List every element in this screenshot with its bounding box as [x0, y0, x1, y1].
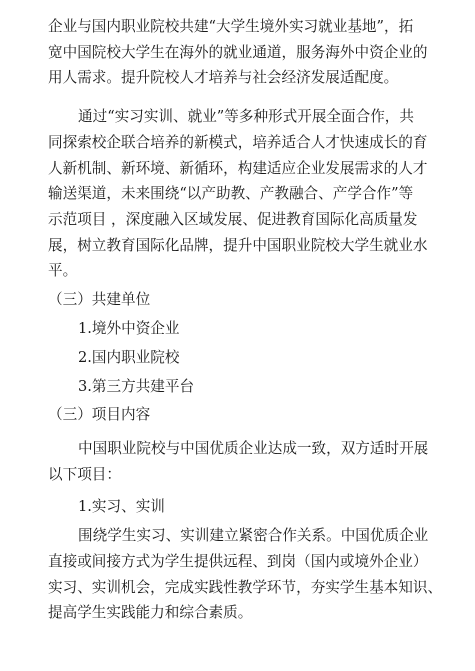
- paragraph-line: 通过“实习实训、就业”等多种形式开展全面合作，共: [78, 108, 414, 126]
- paragraph-line: 直接或间接方式为学生提供远程、到岗（国内或境外企业）: [48, 552, 428, 570]
- paragraph-line: 中国职业院校与中国优质企业达成一致，双方适时开展: [78, 440, 429, 458]
- section-heading-project: （三）项目内容: [48, 406, 151, 424]
- paragraph-line: 展，树立教育国际化品牌，提升中国职业院校大学生就业水: [48, 236, 428, 254]
- paragraph-line: 企业与国内职业院校共建“大学生境外实习就业基地”，拓: [48, 18, 414, 35]
- section-heading-units: （三）共建单位: [48, 291, 151, 309]
- unit-item: 3.第三方共建平台: [78, 378, 195, 396]
- paragraph-line: 人新机制、新环境、新循环，构建适应企业发展需求的人才: [48, 159, 428, 177]
- unit-item: 2.国内职业院校: [78, 349, 180, 367]
- unit-item: 1.境外中资企业: [78, 320, 180, 338]
- subsection-heading-internship: 1.实习、实训: [78, 498, 165, 516]
- paragraph-line: 实习、实训机会，完成实践性教学环节，夯实学生基本知识、: [48, 578, 443, 596]
- paragraph-line: 围绕学生实习、实训建立紧密合作关系。中国优质企业: [78, 527, 429, 545]
- paragraph-line: 示范项目 ，深度融入区域发展、促进教育国际化高质量发: [48, 210, 418, 228]
- paragraph-line: 宽中国院校大学生在海外的就业通道，服务海外中资企业的: [48, 43, 428, 61]
- paragraph-line: 输送渠道，未来围绕“以产助教、产教融合、产学合作”等: [48, 185, 414, 203]
- paragraph-line: 提高学生实践能力和综合素质。: [48, 604, 253, 622]
- paragraph-line: 平。: [48, 262, 78, 280]
- paragraph-line: 以下项目：: [48, 465, 121, 483]
- paragraph-line: 用人需求。提升院校人才培养与社会经济发展适配度。: [48, 69, 399, 87]
- paragraph-line: 同探索校企联合培养的新模式，培养适合人才快速成长的育: [48, 133, 428, 151]
